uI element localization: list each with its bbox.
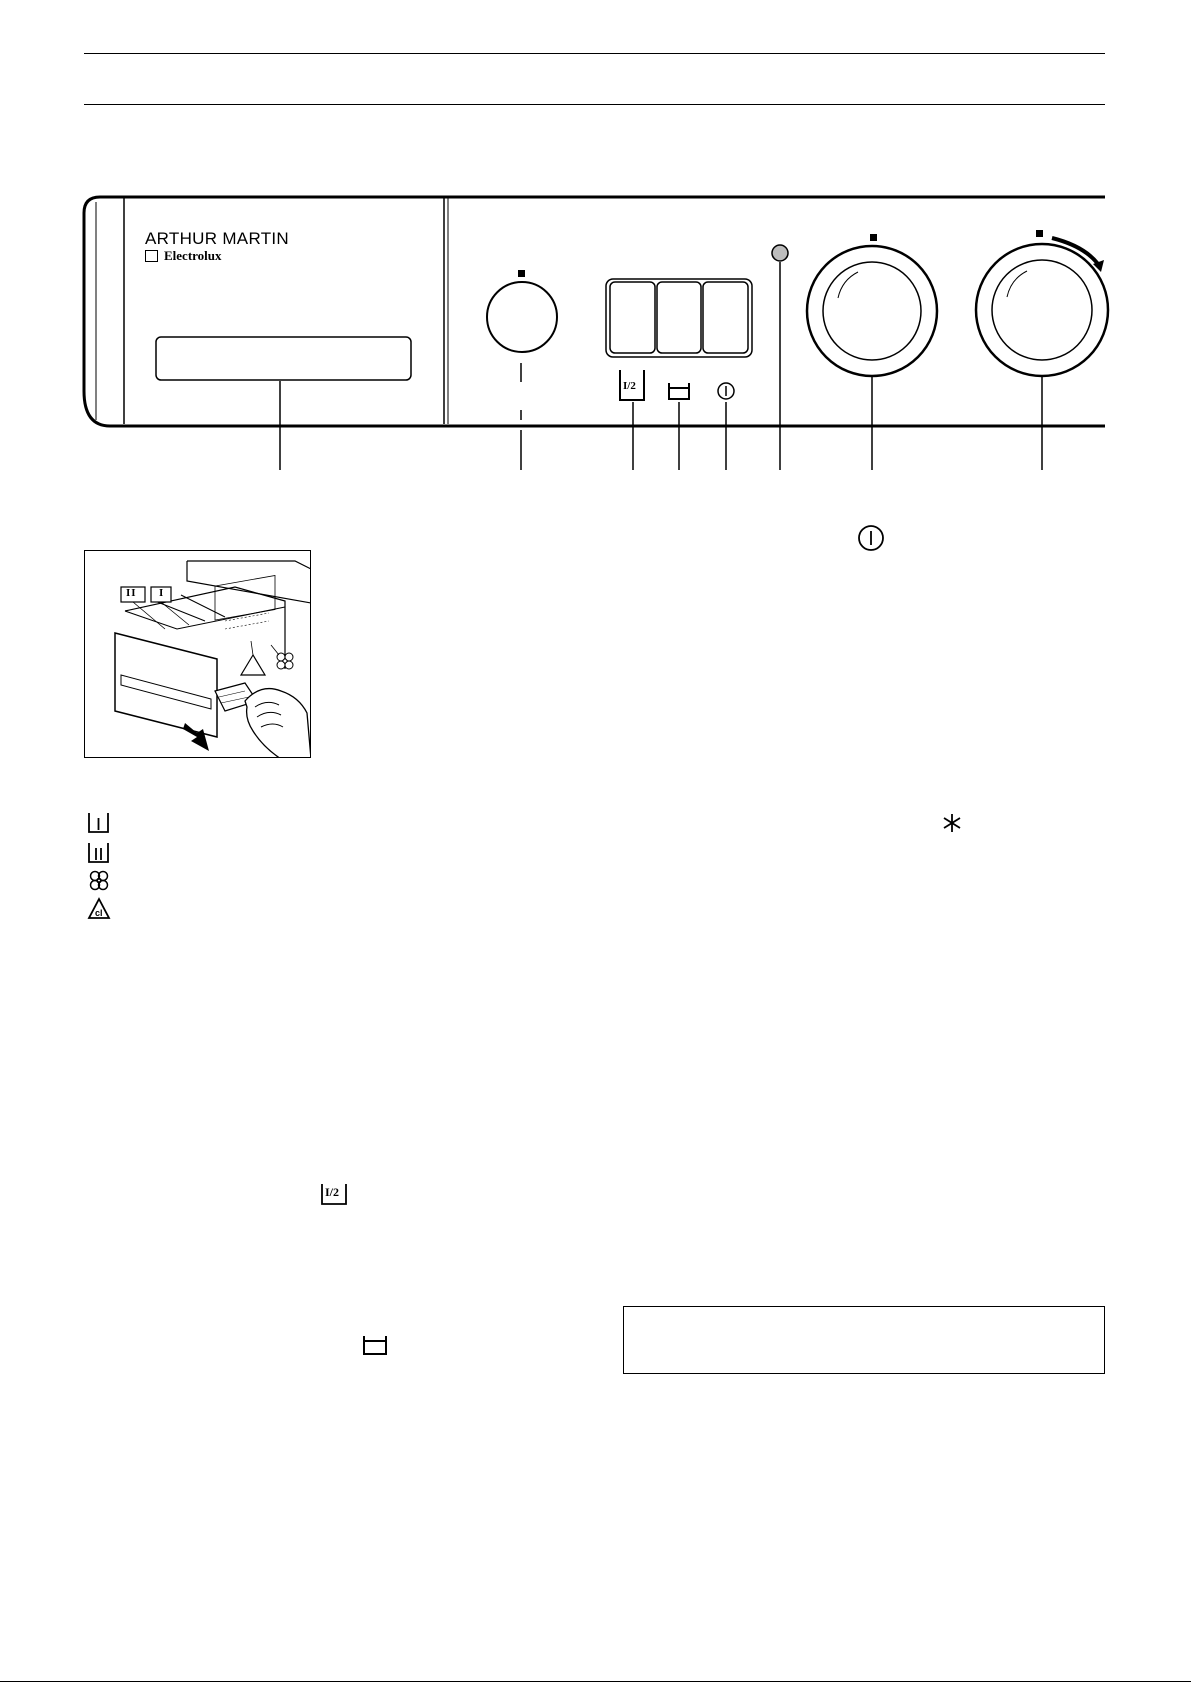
rinse-hold-inline-icon [362, 1334, 388, 1356]
push-button-2 [657, 282, 701, 353]
rotation-arrow [1052, 238, 1098, 264]
prewash-compartment-icon [86, 810, 112, 836]
half-load-label: I/2 [623, 380, 636, 392]
brand-subtitle: Electrolux [164, 248, 222, 263]
dispenser-illustration [84, 550, 311, 758]
temperature-knob-outer [976, 244, 1108, 376]
programme-knob-outer [807, 246, 937, 376]
temperature-knob-marker [1036, 230, 1043, 237]
button-group-frame [606, 279, 752, 357]
compartment-label-ii: II [126, 587, 137, 599]
push-button-1 [610, 282, 655, 353]
program-display-window [156, 337, 411, 380]
push-button-3 [703, 282, 748, 353]
small-knob-marker [518, 270, 525, 277]
footer-rule [0, 1681, 1191, 1682]
programme-knob-inner [823, 262, 921, 360]
asterisk-icon [940, 811, 964, 835]
compartment-label-i: I [159, 587, 164, 599]
bleach-icon [86, 896, 112, 922]
rinse-hold-symbol [669, 383, 689, 399]
note-box [623, 1306, 1105, 1374]
header-top-rule [84, 53, 1105, 54]
half-load-inline-icon [320, 1182, 348, 1206]
half-load-inline-label: I/2 [325, 1185, 340, 1199]
header-bottom-rule [84, 104, 1105, 105]
svg-text:cl: cl [95, 908, 103, 918]
indicator-light [772, 245, 788, 261]
control-panel-diagram [0, 180, 1191, 480]
power-inline-icon [857, 524, 885, 552]
temperature-knob-inner [992, 260, 1092, 360]
main-wash-compartment-icon [86, 840, 112, 866]
small-knob [487, 282, 557, 352]
brand-name: ARTHUR MARTIN [145, 229, 290, 248]
programme-knob-marker [870, 234, 877, 241]
electrolux-logo-icon [145, 250, 158, 262]
fabric-softener-icon [86, 868, 112, 894]
